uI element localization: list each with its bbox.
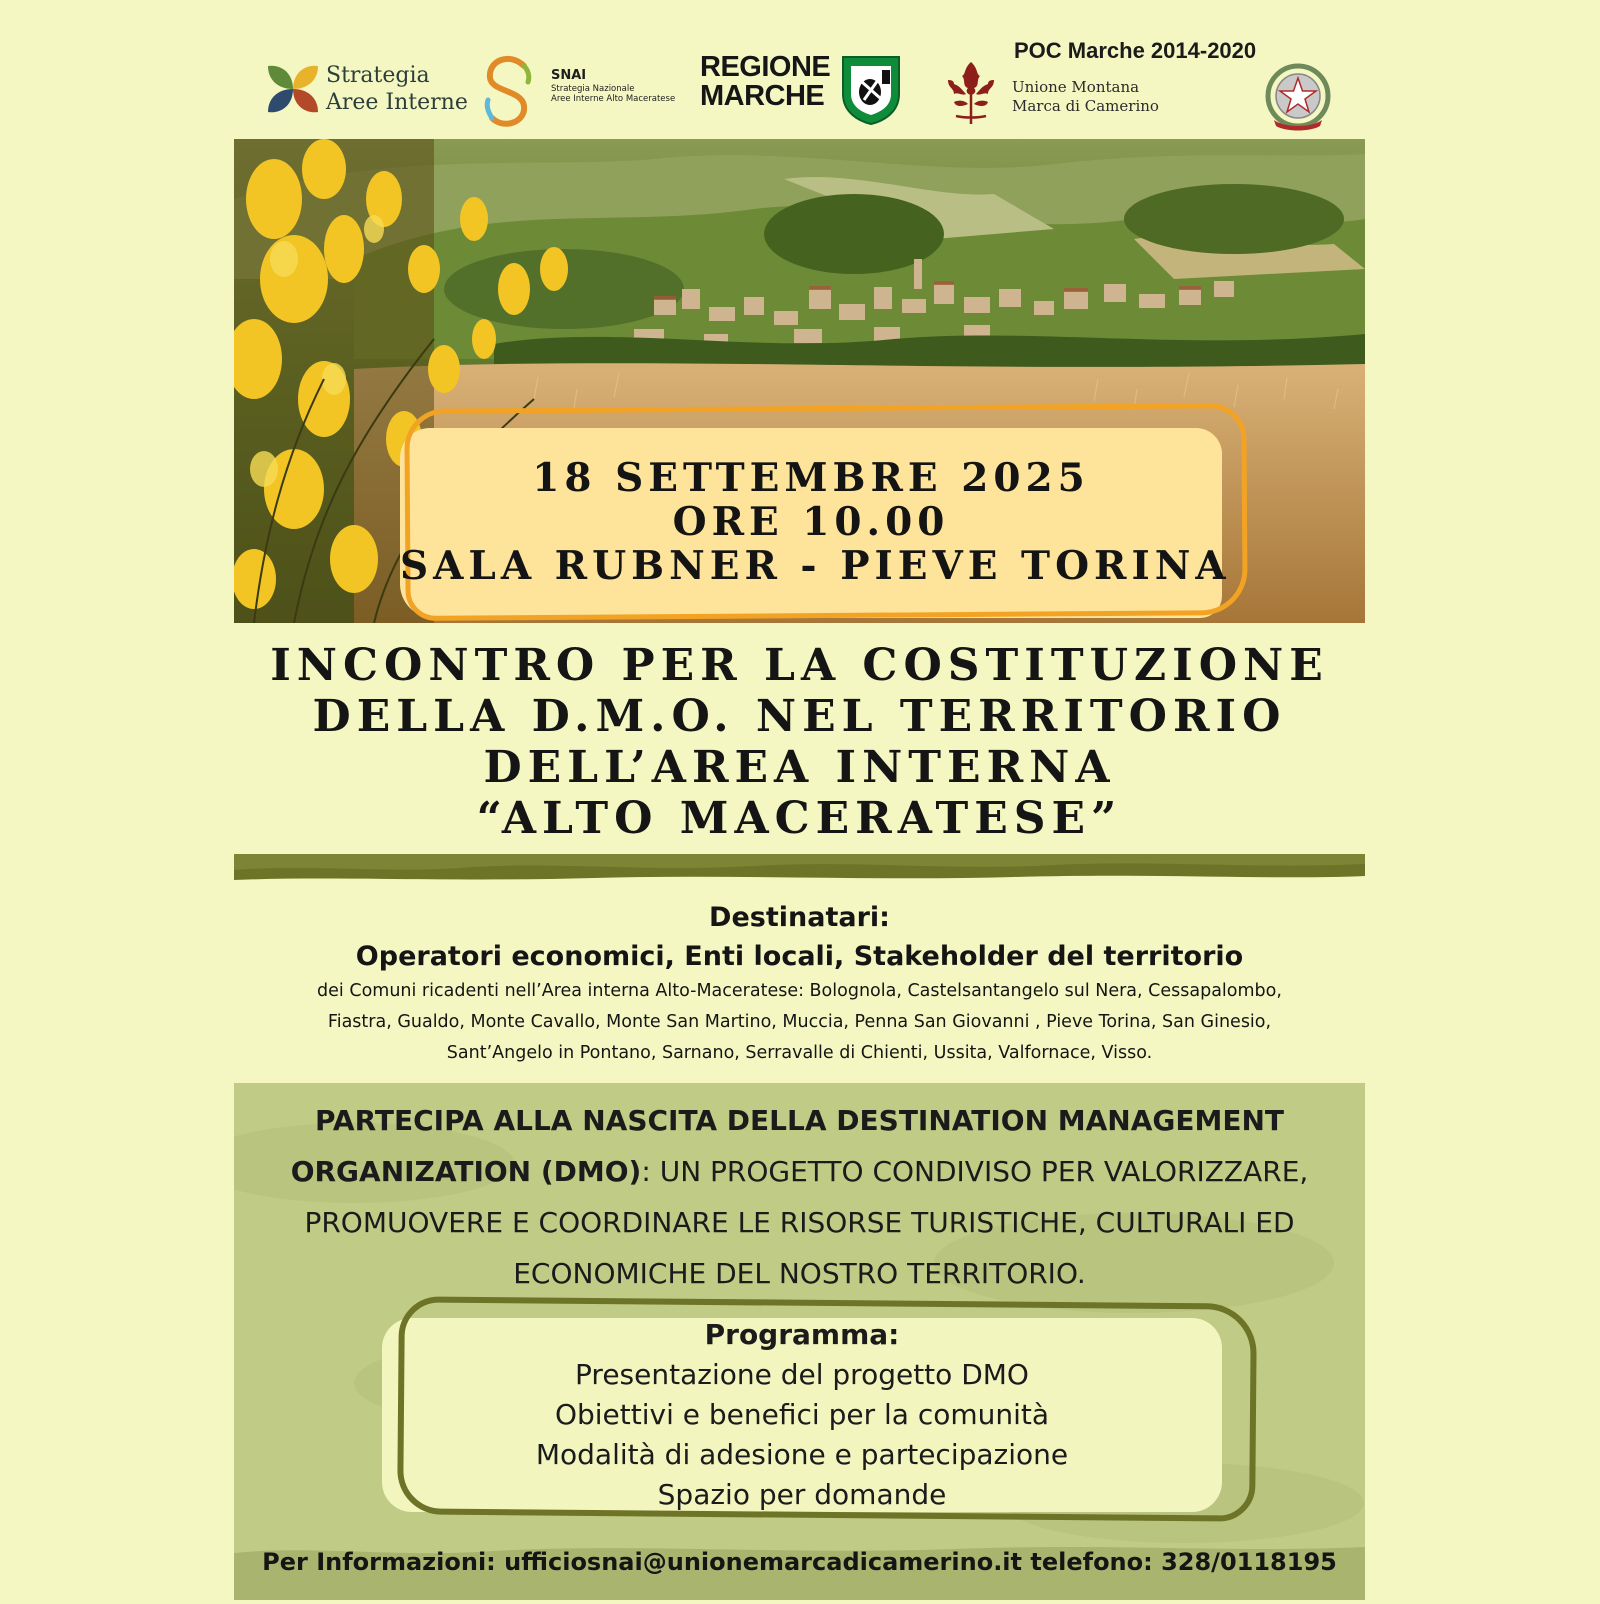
poc-title: POC Marche 2014-2020 <box>1014 38 1257 63</box>
recipients-heading: Destinatari: <box>709 902 890 933</box>
unione-line2: Marca di Camerino <box>1012 97 1159 115</box>
dmo-line-2-rest: : UN PROGETTO CONDIVISO PER VALORIZZARE, <box>641 1155 1309 1188</box>
regione-line1: REGIONE <box>700 51 831 83</box>
regione-line2: MARCHE <box>700 80 825 112</box>
programma-item: Presentazione del progetto DMO <box>575 1358 1029 1391</box>
title-line-4: “ALTO MACERATESE” <box>476 793 1123 844</box>
dmo-line-3: PROMUOVERE E COORDINARE LE RISORSE TURISTICHE, CULTURALI ED <box>304 1206 1295 1239</box>
unione-logo-text <box>1012 78 1159 116</box>
divider-band <box>234 854 1365 884</box>
snai-swirl-icon <box>480 52 536 130</box>
recipients-subheading: Operatori economici, Enti locali, Stakeholder del territorio <box>355 941 1244 972</box>
event-time: ORE 10.00 <box>672 499 950 545</box>
municipalities-line-3: Sant’Angelo in Pontano, Sarnano, Serravalle di Chienti, Ussita, Valfornace, Visso. <box>446 1043 1153 1063</box>
title-line-1: INCONTRO PER LA COSTITUZIONE <box>270 640 1329 691</box>
snai-line2: Aree Interne Alto Maceratese <box>551 94 676 104</box>
regione-marche-shield-icon <box>840 54 902 126</box>
snai-title: SNAI <box>551 68 587 83</box>
italian-republic-emblem-icon <box>1264 62 1332 134</box>
contact-label: Per Informazioni: <box>262 1548 505 1576</box>
municipalities-line-2: Fiastra, Gualdo, Monte Cavallo, Monte San Martino, Muccia, Penna San Giovanni , Pieve Torina, San Ginesio, <box>327 1012 1272 1032</box>
unione-line1: Unione Montana <box>1012 78 1140 96</box>
snai-logo-text <box>551 68 675 104</box>
event-date: 18 SETTEMBRE 2025 <box>532 455 1090 501</box>
logo-bar <box>0 0 1600 138</box>
contact-info <box>234 1548 1365 1576</box>
dmo-line-2 <box>234 1155 1365 1188</box>
title-line-2: DELLA D.M.O. NEL TERRITORIO <box>312 691 1287 742</box>
title-line-3: DELL’AREA INTERNA <box>483 742 1116 793</box>
oak-leaf-icon <box>940 58 1002 128</box>
municipalities-line-1: dei Comuni ricadenti nell’Area interna Alto-Maceratese: Bolognola, Castelsantangelo sul Nera, Cessapalombo, <box>317 981 1282 1001</box>
contact-phone: telefono: 328/0118195 <box>1022 1548 1337 1576</box>
regione-logo-text <box>700 53 830 111</box>
four-petal-logo-icon <box>266 62 320 116</box>
contact-email-link[interactable]: ufficiosnai@unionemarcadicamerino.it <box>504 1548 1023 1576</box>
snai-line1: Strategia Nazionale <box>551 84 635 94</box>
strategia-logo-text <box>326 62 468 116</box>
programma-item: Obiettivi e benefici per la comunità <box>554 1398 1050 1431</box>
strategia-line1: Strategia <box>326 63 430 88</box>
event-place: SALA RUBNER - PIEVE TORINA <box>400 543 1231 589</box>
programma-heading: Programma: <box>704 1318 900 1351</box>
strategia-line2: Aree Interne <box>326 90 468 115</box>
dmo-line-1: PARTECIPA ALLA NASCITA DELLA DESTINATION MANAGEMENT <box>314 1104 1285 1137</box>
programma-item: Spazio per domande <box>657 1478 947 1511</box>
dmo-line-2-bold: ORGANIZATION (DMO) <box>290 1155 642 1188</box>
programma-item: Modalità di adesione e partecipazione <box>535 1438 1069 1471</box>
dmo-line-4: ECONOMICHE DEL NOSTRO TERRITORIO. <box>513 1257 1086 1290</box>
